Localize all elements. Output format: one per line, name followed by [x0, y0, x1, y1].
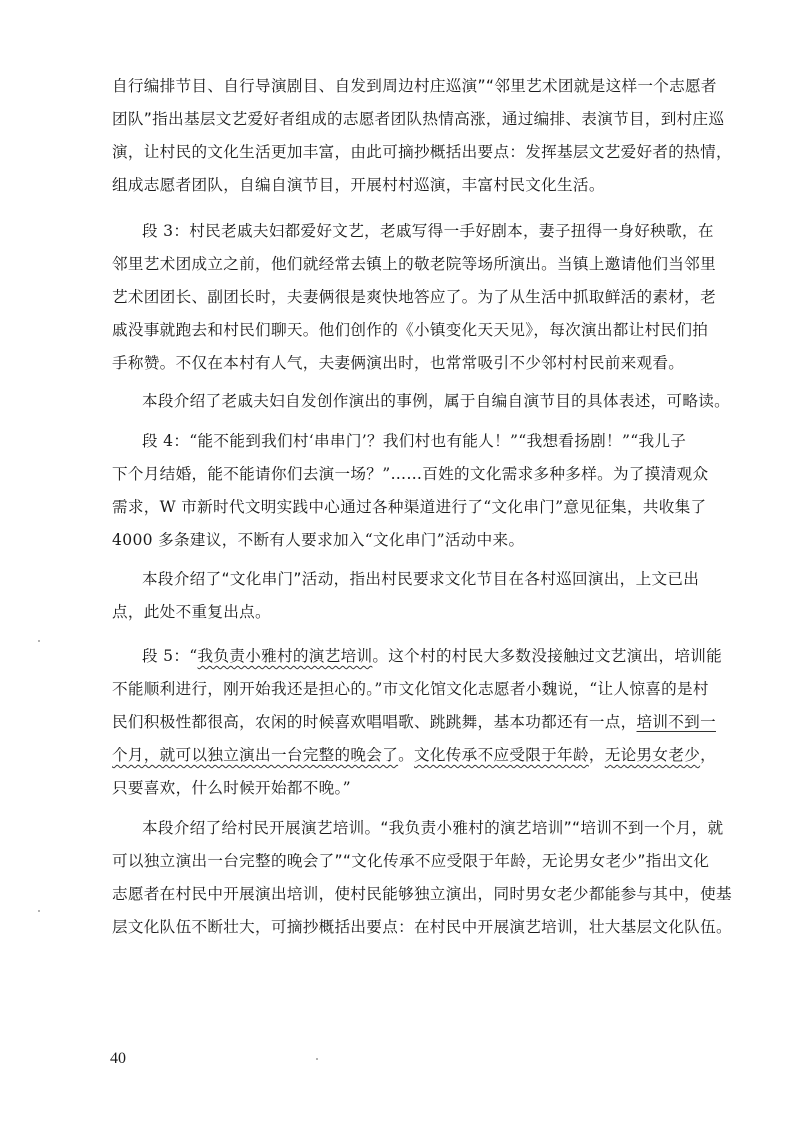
text-line: [112, 706, 716, 739]
wavy-underline-highlight: 无论男女老少: [604, 746, 701, 764]
text-line: 只要喜欢，什么时候开始都不晚。”: [112, 779, 351, 797]
wavy-underline-highlight: 文化传承不应受限于年龄: [414, 746, 589, 764]
paragraph-5-source: [112, 640, 723, 805]
text-line: 自行编排节目、自行导演剧目、自发到周边村庄巡演”“邻里艺术团就是这样一个志愿者: [112, 77, 717, 95]
paragraph-3-source: [112, 215, 716, 380]
text-line: 不能顺利进行，刚开始我还是担心的。”市文化馆文化志愿者小魏说，“让人惊喜的是村: [112, 680, 709, 698]
text-line: [112, 739, 717, 772]
text-line: 段 4：“能不能到我们村‘串串门’？我们村也有能人！”“我想看扬剧！”“我儿子: [142, 432, 687, 450]
text-line: 本段介绍了给村民开展演艺培训。“我负责小雅村的演艺培训”“培训不到一个月，就: [142, 819, 724, 837]
text-line: 点，此处不重复出点。: [112, 603, 271, 621]
paragraph-3-analysis: [112, 385, 731, 418]
paragraph-5-analysis: [112, 812, 732, 944]
text-line: 手称赞。不仅在本村有人气，夫妻俩演出时，也常常吸引不少邻村村民前来观看。: [112, 354, 685, 372]
text-line: 艺术团团长、副团长时，夫妻俩很是爽快地答应了。为了从生活中抓取鲜活的素材，老: [112, 288, 716, 306]
text-line: 层文化队伍不断壮大，可摘抄概括出要点：在村民中开展演艺培训，壮大基层文化队伍。: [112, 918, 732, 936]
text-line: 邻里艺术团成立之前，他们就经常去镇上的敬老院等场所演出。当镇上邀请他们当邻里: [112, 255, 716, 273]
paragraph-4-analysis: [112, 563, 712, 629]
text-line: 志愿者在村民中开展演出培训，使村民能够独立演出，同时男女老少都能参与其中，使基: [112, 885, 732, 903]
text-line: 演，让村民的文化生活更加丰富，由此可摘抄概括出要点：发挥基层文艺爱好者的热情，: [112, 143, 732, 161]
text-line: 本段介绍了“文化串门”活动，指出村民要求文化节目在各村巡回演出，上文已出: [142, 570, 700, 588]
text-line: 段 3：村民老戚夫妇都爱好文艺，老戚写得一手好剧本，妻子扭得一身好秧歌，在: [142, 222, 714, 240]
text-line: [112, 640, 723, 673]
scan-speck: [316, 1058, 318, 1060]
text-line: 4000 多条建议，不断有人要求加入“文化串门”活动中来。: [112, 531, 525, 549]
text-span: 民们积极性都很高，农闲的时候喜欢唱唱歌、跳跳舞，基本功都还有一点，: [112, 713, 637, 731]
wavy-underline-highlight: 个月，就可以独立演出一台完整的晚会了: [112, 746, 399, 764]
wavy-underline-highlight: 我负责小雅村的演艺培训: [197, 647, 373, 665]
scan-speck: [38, 640, 40, 642]
text-line: 需求，W 市新时代文明实践中心通过各种渠道进行了“文化串门”意见征集，共收集了: [112, 498, 707, 516]
text-line: 戚没事就跑去和村民们聊天。他们创作的《小镇变化天天见》，每次演出都让村民们拍: [112, 321, 709, 339]
text-line: 团队”指出基层文艺爱好者组成的志愿者团队热情高涨，通过编排、表演节目，到村庄巡: [112, 110, 725, 128]
intro-analysis-paragraph: [112, 70, 732, 202]
text-span: ，: [700, 746, 717, 764]
page-number: 40: [110, 1050, 126, 1067]
text-span: 。: [398, 746, 414, 764]
scan-speck: [38, 910, 40, 912]
text-line: 可以独立演出一台完整的晚会了”“文化传承不应受限于年龄，无论男女老少”指出文化: [112, 852, 710, 870]
text-line: 组成志愿者团队，自编自演节目，开展村村巡演，丰富村民文化生活。: [112, 176, 605, 194]
underline-highlight: 培训不到一: [636, 713, 716, 731]
paragraph-4-source: [112, 425, 712, 557]
text-line: 下个月结婚，能不能请你们去演一场？”……百姓的文化需求多种多样。为了摸清观众: [112, 465, 709, 483]
paragraph-label: 段 5：“: [142, 647, 198, 665]
text-span: ，: [588, 746, 605, 764]
text-line: 本段介绍了老戚夫妇自发创作演出的事例，属于自编自演节目的具体表述，可略读。: [142, 392, 731, 410]
text-span: 。这个村的村民大多数没接触过文艺演出，培训能: [372, 647, 723, 665]
